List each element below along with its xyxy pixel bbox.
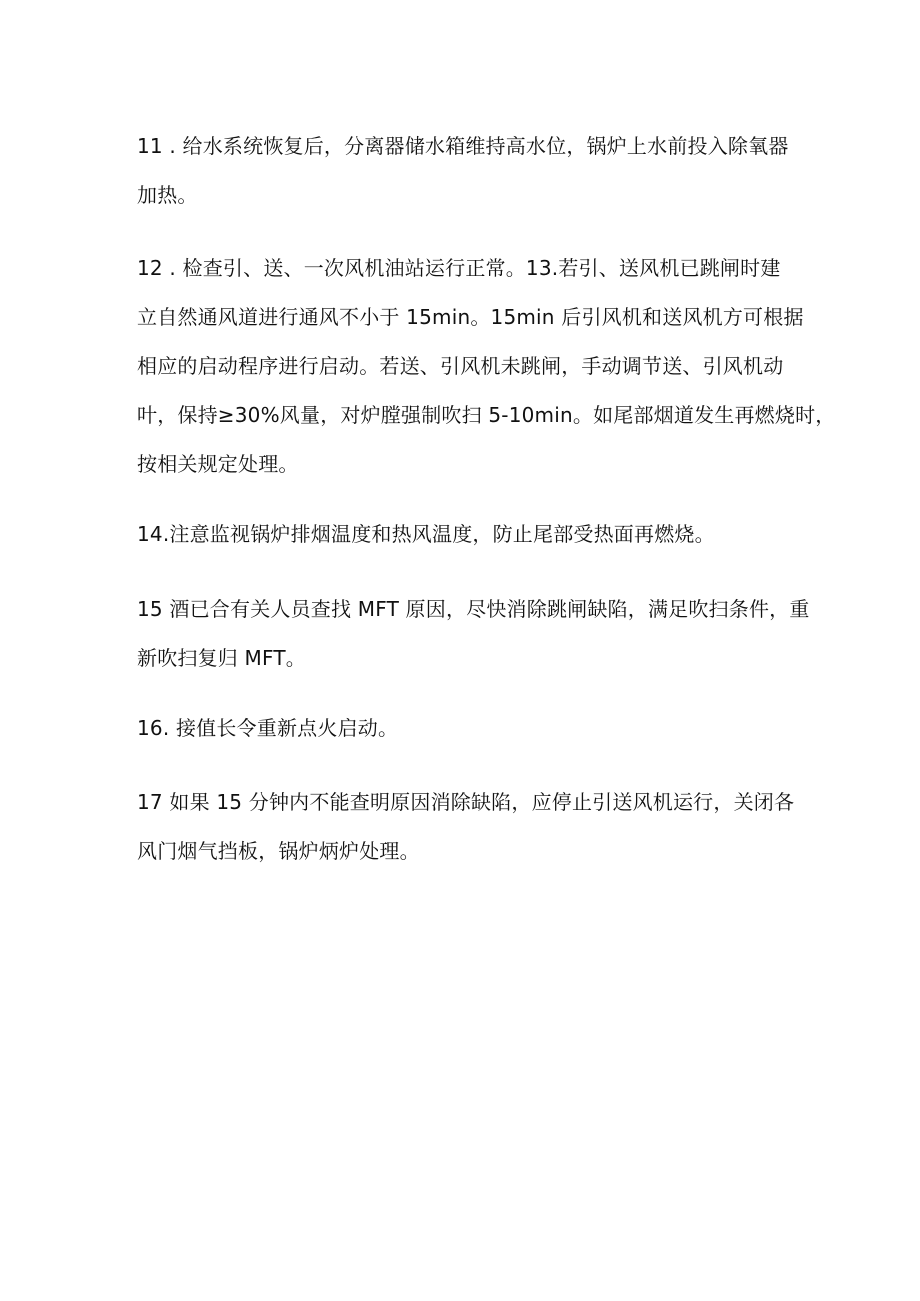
paragraph-17 [137, 778, 795, 876]
paragraph-16 [137, 704, 789, 753]
paragraph-line: 新吹扫复归 MFT。 [137, 646, 306, 670]
paragraph-line: 11 . 给水系统恢复后，分离器储水箱维持高水位，锅炉上水前投入除氧器 [137, 134, 789, 158]
paragraph-15 [137, 585, 810, 683]
paragraph-line: 15 酒已合有关人员查找 MFT 原因，尽快消除跳闸缺陷，满足吹扫条件，重 [137, 597, 810, 621]
paragraph-line: 14.注意监视锅炉排烟温度和热风温度，防止尾部受热面再燃烧。 [137, 522, 715, 546]
paragraph-line: 加热。 [137, 183, 198, 207]
paragraph-line: 相应的启动程序进行启动。若送、引风机未跳闸，手动调节送、引风机动 [137, 354, 784, 378]
paragraph-line: 16. 接值长令重新点火启动。 [137, 716, 399, 740]
paragraph-11 [137, 122, 789, 220]
paragraph-line: 叶，保持≥30%风量，对炉膛强制吹扫 5-10min。如尾部烟道发生再燃烧时， [137, 403, 836, 427]
paragraph-12 [137, 244, 836, 489]
paragraph-line: 按相关规定处理。 [137, 452, 299, 476]
paragraph-line: 12 . 检查引、送、一次风机油站运行正常。13.若引、送风机已跳闸时建 [137, 256, 781, 280]
paragraph-line: 风门烟气挡板，锅炉炳炉处理。 [137, 839, 420, 863]
paragraph-14 [137, 510, 789, 559]
paragraph-line: 立自然通风道进行通风不小于 15min。15min 后引风机和送风机方可根据 [137, 305, 804, 329]
paragraph-line: 17 如果 15 分钟内不能查明原因消除缺陷，应停止引送风机运行，关闭各 [137, 790, 795, 814]
